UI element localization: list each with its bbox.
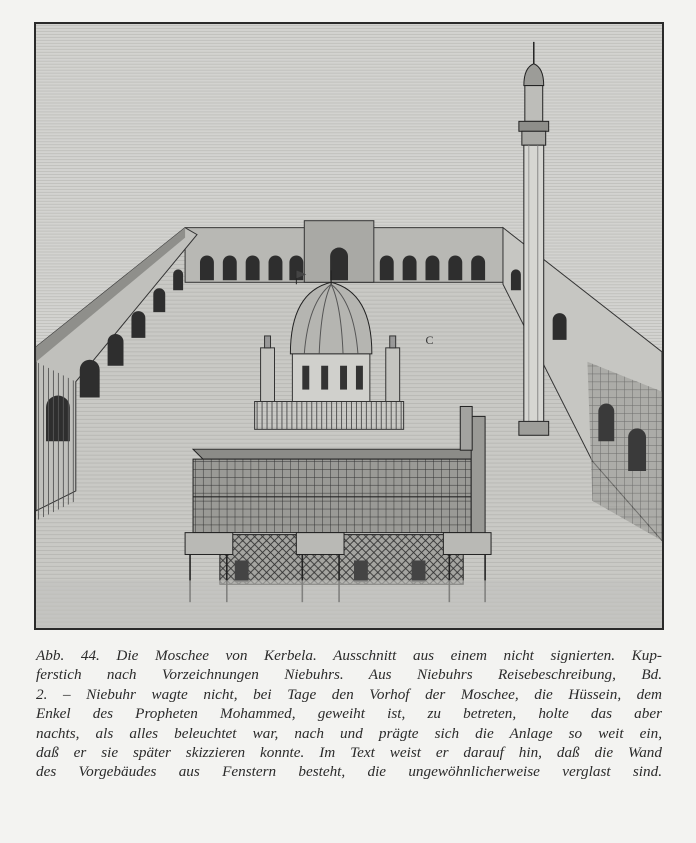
- figure-caption: [36, 646, 662, 782]
- caption-line-4: Enkel des Propheten Mohammed, geweiht ist, zu betreten, holte das aber: [36, 705, 662, 723]
- caption-line-2: ferstich nach Vorzeichnungen Niebuhrs. Aus Niebuhrs Reisebeschreibung, Bd.: [36, 666, 662, 684]
- caption-line-3: 2. – Niebuhr wagte nicht, bei Tage den Vorhof der Moschee, die Hüssein, dem: [36, 685, 662, 703]
- engraving-figure: [34, 22, 664, 630]
- caption-line-6: daß er sie später skizzieren konnte. Im Text weist er darauf hin, daß die Wand: [36, 744, 662, 762]
- back-arcade: [185, 221, 503, 283]
- caption-line-5: nachts, als alles beleuchtet war, nach und prägte sich die Anlage so weit ein,: [36, 724, 662, 742]
- plan-letter-c: C: [425, 332, 434, 347]
- caption-line-1: Abb. 44. Die Moschee von Kerbela. Ausschnitt aus einem nicht signierten. Kup-: [36, 647, 662, 664]
- mosque-engraving: [36, 24, 662, 628]
- caption-line-7: des Vorgebäudes aus Fenstern besteht, die ungewöhnlicherweise verglast sind.: [36, 763, 662, 781]
